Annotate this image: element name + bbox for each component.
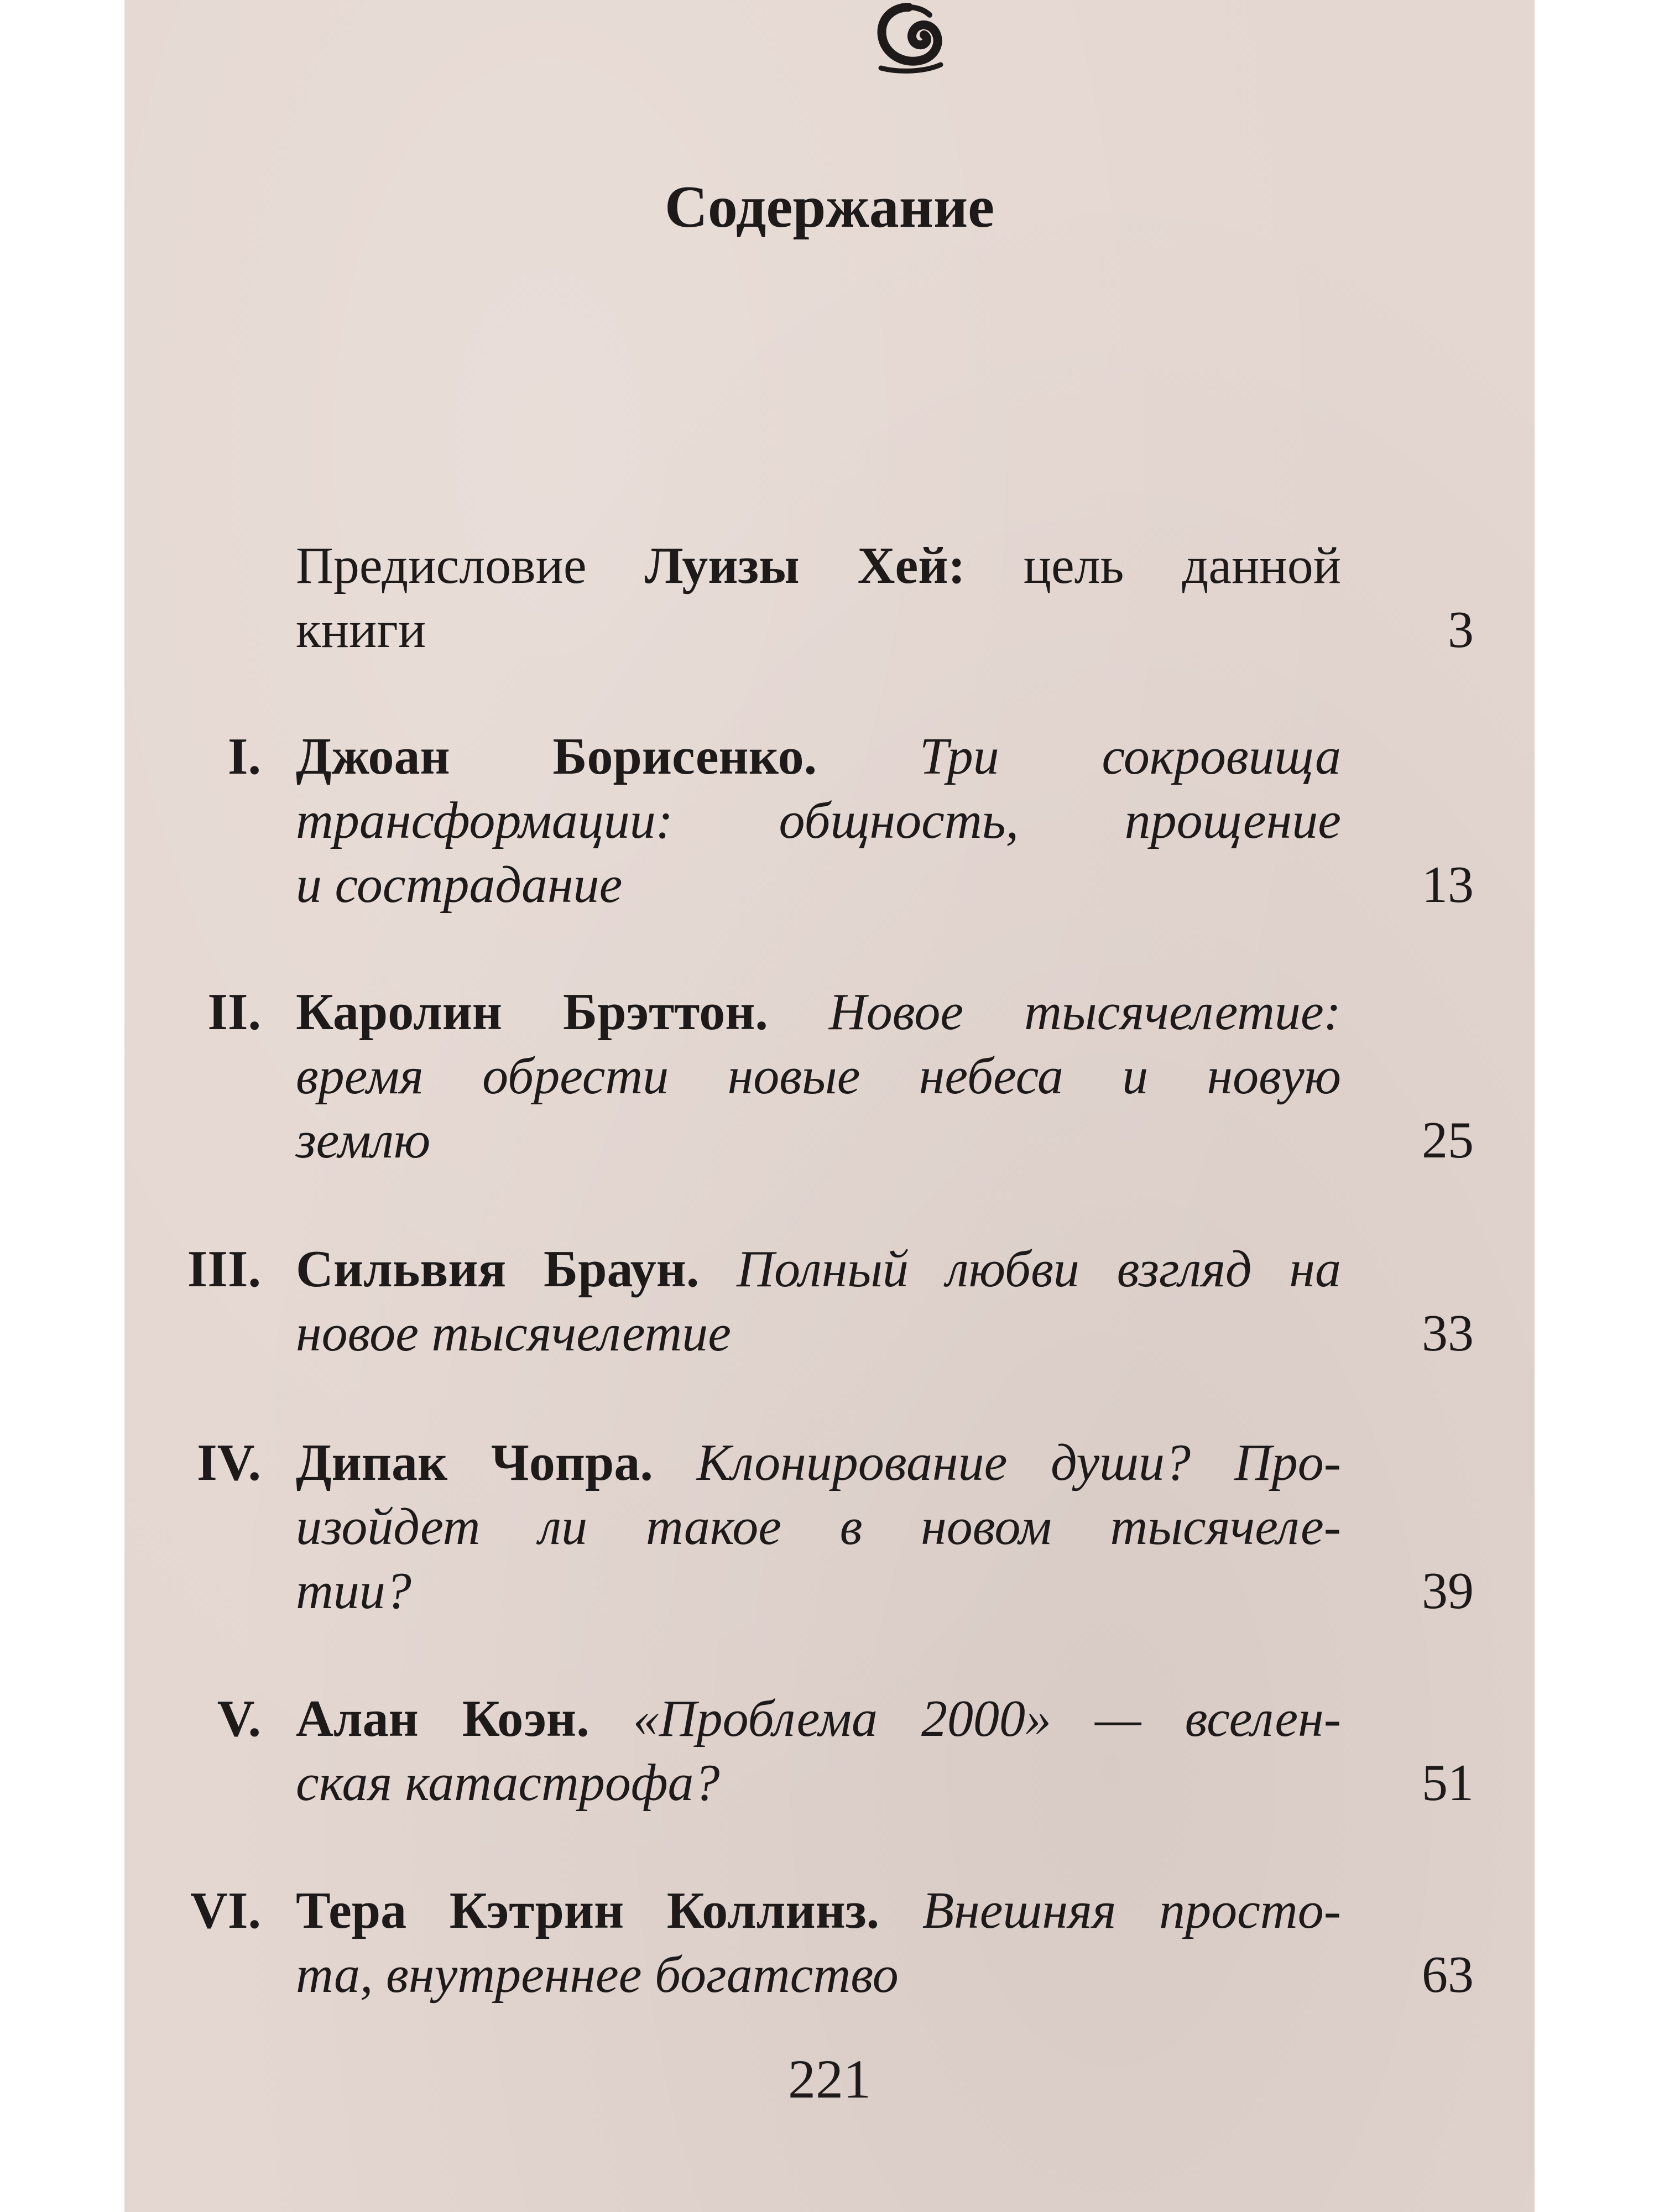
- toc-entry-number: II.: [207, 983, 261, 1041]
- entry-title: Полный любви взгляд на: [699, 1240, 1341, 1298]
- entry-author: Луизы Хей:: [644, 537, 966, 594]
- toc-entry-line: [296, 1751, 1341, 1815]
- toc-entry-text: [296, 724, 1341, 917]
- toc-page-ref: 3: [1448, 601, 1474, 659]
- toc-entry-line: [296, 1431, 1341, 1495]
- entry-title: ская катастрофа?: [296, 1754, 720, 1812]
- toc-entry-number: I.: [227, 728, 261, 785]
- entry-text-part: Предисловие: [296, 537, 645, 594]
- toc-page-ref: 63: [1422, 1946, 1474, 2004]
- entry-title: новое тысячелетие: [296, 1305, 732, 1362]
- toc-page-ref: 39: [1422, 1562, 1474, 1620]
- toc-entry-number: VI.: [190, 1882, 261, 1939]
- entry-author: Каролин Брэттон.: [296, 983, 768, 1041]
- entry-title: трансформации: общность, прощение: [296, 792, 1341, 849]
- entry-title: Три сокровища: [817, 728, 1341, 785]
- toc-entry-line: [296, 598, 1341, 662]
- toc-entry-text: [296, 1431, 1341, 1623]
- toc-entry-line: [296, 1687, 1341, 1751]
- entry-title: изойдет ли такое в новом тысячеле-: [296, 1498, 1341, 1556]
- toc-entry-line: [296, 1495, 1341, 1559]
- entry-title: та, внутреннее богатство: [296, 1946, 899, 2004]
- toc-entry-text: [296, 1879, 1341, 2007]
- toc-entry-number: III.: [187, 1240, 261, 1298]
- entry-author: Сильвия Браун.: [296, 1240, 700, 1298]
- toc-entry-number: V.: [217, 1690, 261, 1747]
- toc-entry-line: [296, 724, 1341, 789]
- toc-entry-line: [296, 980, 1341, 1044]
- entry-title: время обрести новые небеса и новую: [296, 1047, 1341, 1105]
- toc-entry-line: [296, 1943, 1341, 2007]
- entry-title: Клонирование души? Про-: [653, 1434, 1342, 1491]
- toc-entry-line: [296, 1108, 1341, 1172]
- swirl-ornament-icon: [870, 3, 950, 75]
- toc-page-ref: 25: [1422, 1112, 1474, 1169]
- entry-title: землю: [296, 1112, 431, 1169]
- toc-entry-line: [296, 1044, 1341, 1108]
- toc-entry-line: [296, 1237, 1341, 1301]
- entry-title: Новое тысячелетие:: [768, 983, 1341, 1041]
- entry-text-part: книги: [296, 601, 426, 659]
- entry-author: Джоан Борисенко.: [296, 728, 817, 785]
- entry-author: Дипак Чопра.: [296, 1434, 653, 1491]
- entry-author: Тера Кэтрин Коллинз.: [296, 1882, 880, 1939]
- entry-author: Алан Коэн.: [296, 1690, 589, 1747]
- toc-entry-line: [296, 1301, 1341, 1365]
- toc-entry-text: [296, 980, 1341, 1172]
- toc-entry-line: [296, 789, 1341, 853]
- entry-title: тии?: [296, 1562, 411, 1620]
- entry-title: Внешняя просто-: [879, 1882, 1341, 1939]
- toc-entry-text: [296, 1237, 1341, 1365]
- toc-entry-line: [296, 534, 1341, 598]
- toc-page-ref: 13: [1422, 856, 1474, 914]
- toc-entry-number: IV.: [197, 1434, 261, 1491]
- toc-page-ref: 33: [1422, 1305, 1474, 1362]
- entry-title: «Проблема 2000» — вселен-: [589, 1690, 1341, 1747]
- toc-entry-text: [296, 534, 1341, 662]
- page-number: 221: [788, 2048, 871, 2110]
- toc-entry-line: [296, 853, 1341, 917]
- toc-entry-line: [296, 1559, 1341, 1623]
- toc-page-ref: 51: [1422, 1754, 1474, 1812]
- toc-entry-line: [296, 1879, 1341, 1943]
- toc-entry-text: [296, 1687, 1341, 1815]
- entry-title: и сострадание: [296, 856, 623, 914]
- page-title: Содержание: [664, 174, 995, 240]
- entry-text-part: цель данной: [965, 537, 1341, 594]
